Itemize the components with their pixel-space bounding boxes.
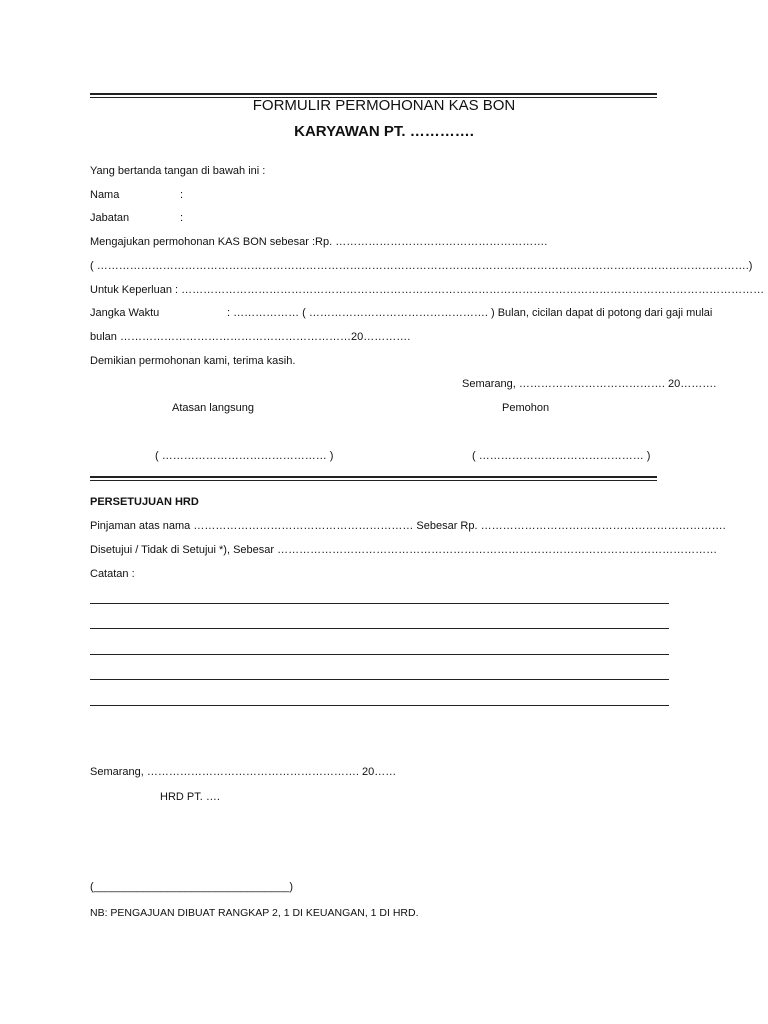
form-title: FORMULIR PERMOHONAN KAS BON bbox=[252, 97, 516, 114]
hrd-signature-line: (________________________________) bbox=[90, 881, 294, 893]
kasbon-amount-line: Mengajukan permohonan KAS BON sebesar :Rp. …………………………………………………. bbox=[90, 236, 548, 248]
closing-text: Demikian permohonan kami, terima kasih. bbox=[90, 355, 296, 367]
jabatan-label: Jabatan bbox=[90, 212, 130, 224]
atasan-signature: ( ……………………………………… ) bbox=[155, 450, 334, 462]
catatan-line bbox=[90, 679, 669, 680]
form-subtitle: KARYAWAN PT. …………. bbox=[294, 123, 474, 140]
middle-rule-thin bbox=[90, 480, 657, 481]
nama-colon: : bbox=[180, 189, 184, 201]
pinjaman-line: Pinjaman atas nama …………………………………………………… Sebesar Rp. …………………………………………………………. bbox=[90, 520, 726, 532]
jangka-value: : ……………… ( …………………………………………. ) Bulan, cicilan dapat di potong dari gaji mulai bbox=[227, 307, 713, 319]
hrd-heading: PERSETUJUAN HRD bbox=[90, 496, 199, 508]
top-rule bbox=[90, 93, 657, 95]
catatan-line bbox=[90, 628, 669, 629]
terbilang-line: ( …………………………………………………………………………………………………………………………………………………………….) bbox=[90, 260, 753, 272]
jabatan-colon: : bbox=[180, 212, 184, 224]
catatan-line bbox=[90, 603, 669, 604]
jangka-label: Jangka Waktu bbox=[90, 307, 160, 319]
intro-text: Yang bertanda tangan di bawah ini : bbox=[90, 165, 266, 177]
nb-note: NB: PENGAJUAN DIBUAT RANGKAP 2, 1 DI KEUANGAN, 1 DI HRD. bbox=[90, 907, 419, 919]
disetujui-line: Disetujui / Tidak di Setujui *), Sebesar ………………………………………………………………………………………………………… bbox=[90, 544, 718, 556]
pemohon-signature: ( ……………………………………… ) bbox=[472, 450, 651, 462]
keperluan-line: Untuk Keperluan : …………………………………………………………………………………………………………………………………………… bbox=[90, 284, 765, 296]
pemohon-label: Pemohon bbox=[502, 402, 550, 414]
atasan-label: Atasan langsung bbox=[172, 402, 254, 414]
bulan-line: bulan ………………………………………………………20…………. bbox=[90, 331, 411, 343]
nama-label: Nama bbox=[90, 189, 120, 201]
hrd-pt-label: HRD PT. …. bbox=[160, 791, 220, 803]
catatan-label: Catatan : bbox=[90, 568, 135, 580]
hrd-place-date: Semarang, …………………………………………………. 20…… bbox=[90, 766, 397, 778]
catatan-line bbox=[90, 705, 669, 706]
signature-place-date: Semarang, …………………………………. 20………. bbox=[462, 378, 717, 390]
middle-rule bbox=[90, 476, 657, 478]
catatan-line bbox=[90, 654, 669, 655]
